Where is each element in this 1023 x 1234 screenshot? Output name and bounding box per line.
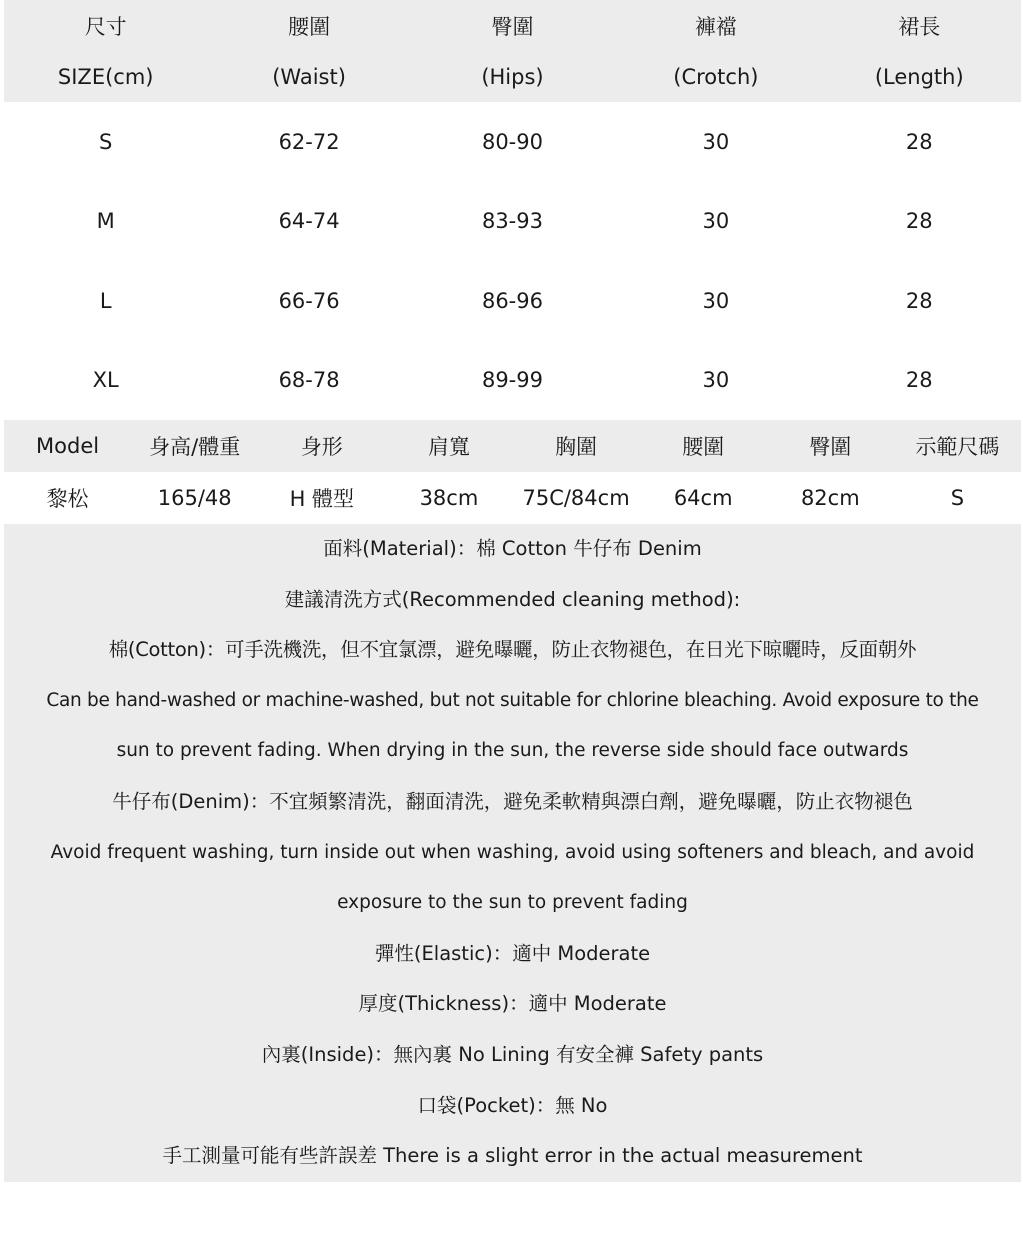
hips-cell: 89-99 xyxy=(481,368,543,393)
model-header-body-shape: 身形 xyxy=(300,435,343,459)
header-crotch-zh: 褲襠 xyxy=(694,14,737,39)
header-waist-zh: 腰圍 xyxy=(288,14,331,39)
model-hips-cell: 82cm xyxy=(800,486,860,510)
pocket-line: 口袋(Pocket)：無 No xyxy=(417,1093,608,1117)
cleaning-method-heading: 建議清洗方式(Recommended cleaning method): xyxy=(284,587,741,611)
thickness-line: 厚度(Thickness)：適中 Moderate xyxy=(358,992,667,1016)
measurement-disclaimer: 手工測量可能有些許誤差 There is a slight error in the actual measurement xyxy=(162,1144,863,1168)
hips-cell: 83-93 xyxy=(481,209,543,234)
model-header-row xyxy=(4,420,1021,472)
model-table-body xyxy=(4,472,1021,524)
size-header-row-zh xyxy=(4,0,1021,51)
product-notes xyxy=(4,524,1021,1182)
size-cell: L xyxy=(99,288,112,313)
length-cell: 28 xyxy=(905,209,933,234)
length-cell: 28 xyxy=(905,129,933,154)
header-length-zh: 裙長 xyxy=(898,14,941,39)
crotch-cell: 30 xyxy=(702,368,730,393)
size-header-row-en xyxy=(4,51,1021,102)
size-table-header xyxy=(4,0,1021,102)
denim-care-zh: 牛仔布(Denim)：不宜頻繁清洗，翻面清洗，避免柔軟精與漂白劑，避免曝曬，防止衣物褪色 xyxy=(112,789,913,813)
header-size-en: SIZE(cm) xyxy=(57,64,154,89)
size-table-body xyxy=(4,102,1021,420)
model-header-size-worn: 示範尺碼 xyxy=(915,435,1000,459)
length-cell: 28 xyxy=(905,288,933,313)
table-row xyxy=(4,472,1021,524)
crotch-cell: 30 xyxy=(702,129,730,154)
header-size-zh: 尺寸 xyxy=(84,14,127,39)
material-line: 面料(Material)：棉 Cotton 牛仔布 Denim xyxy=(323,537,702,560)
denim-care-en-1: Avoid frequent washing, turn inside out when washing, avoid using softeners and bleach, and avoid xyxy=(50,841,975,863)
size-cell: XL xyxy=(92,368,119,393)
table-row xyxy=(4,341,1021,421)
model-bust-cell: 75C/84cm xyxy=(522,486,630,510)
model-name-cell: 黎松 xyxy=(46,487,89,511)
crotch-cell: 30 xyxy=(702,288,730,313)
length-cell: 28 xyxy=(905,368,933,393)
model-header-bust: 胸圍 xyxy=(555,435,598,459)
size-cell: M xyxy=(96,209,115,234)
table-row xyxy=(4,182,1021,262)
cotton-care-en-1: Can be hand-washed or machine-washed, but not suitable for chlorine bleaching. Avoid exposure to the xyxy=(46,689,979,711)
elastic-line: 彈性(Elastic)：適中 Moderate xyxy=(374,941,651,965)
table-row xyxy=(4,261,1021,341)
header-length-en: (Length) xyxy=(874,64,964,89)
model-height-weight-cell: 165/48 xyxy=(157,486,232,510)
waist-cell: 64-74 xyxy=(278,209,340,234)
waist-cell: 62-72 xyxy=(278,129,340,154)
denim-care-en-2: exposure to the sun to prevent fading xyxy=(337,892,688,914)
model-size-worn-cell: S xyxy=(950,486,965,510)
waist-cell: 66-76 xyxy=(278,288,340,313)
header-crotch-en: (Crotch) xyxy=(673,64,759,89)
model-header-height-weight: 身高/體重 xyxy=(149,435,241,459)
cotton-care-en-2: sun to prevent fading. When drying in the sun, the reverse side should face outwards xyxy=(116,740,909,762)
table-row xyxy=(4,102,1021,182)
inside-line: 內裏(Inside)：無內裏 No Lining 有安全褲 Safety pants xyxy=(261,1042,764,1066)
waist-cell: 68-78 xyxy=(278,368,340,393)
model-body-shape-cell: H 體型 xyxy=(289,487,355,511)
header-waist-en: (Waist) xyxy=(272,64,346,89)
crotch-cell: 30 xyxy=(702,209,730,234)
model-shoulder-cell: 38cm xyxy=(419,486,479,510)
model-waist-cell: 64cm xyxy=(673,486,733,510)
hips-cell: 80-90 xyxy=(481,129,543,154)
header-hips-zh: 臀圍 xyxy=(491,14,534,39)
size-cell: S xyxy=(99,129,113,154)
cotton-care-zh: 棉(Cotton)：可手洗機洗，但不宜氯漂，避免曝曬，防止衣物褪色，在日光下晾曬時，反面朝外 xyxy=(108,638,917,662)
model-header-hips: 臀圍 xyxy=(809,435,852,459)
header-hips-en: (Hips) xyxy=(481,64,544,89)
model-header-waist: 腰圍 xyxy=(682,435,725,459)
model-header-shoulder: 肩寬 xyxy=(427,435,470,459)
hips-cell: 86-96 xyxy=(481,288,543,313)
model-table-header xyxy=(4,420,1021,472)
model-header-name: Model xyxy=(36,434,100,458)
